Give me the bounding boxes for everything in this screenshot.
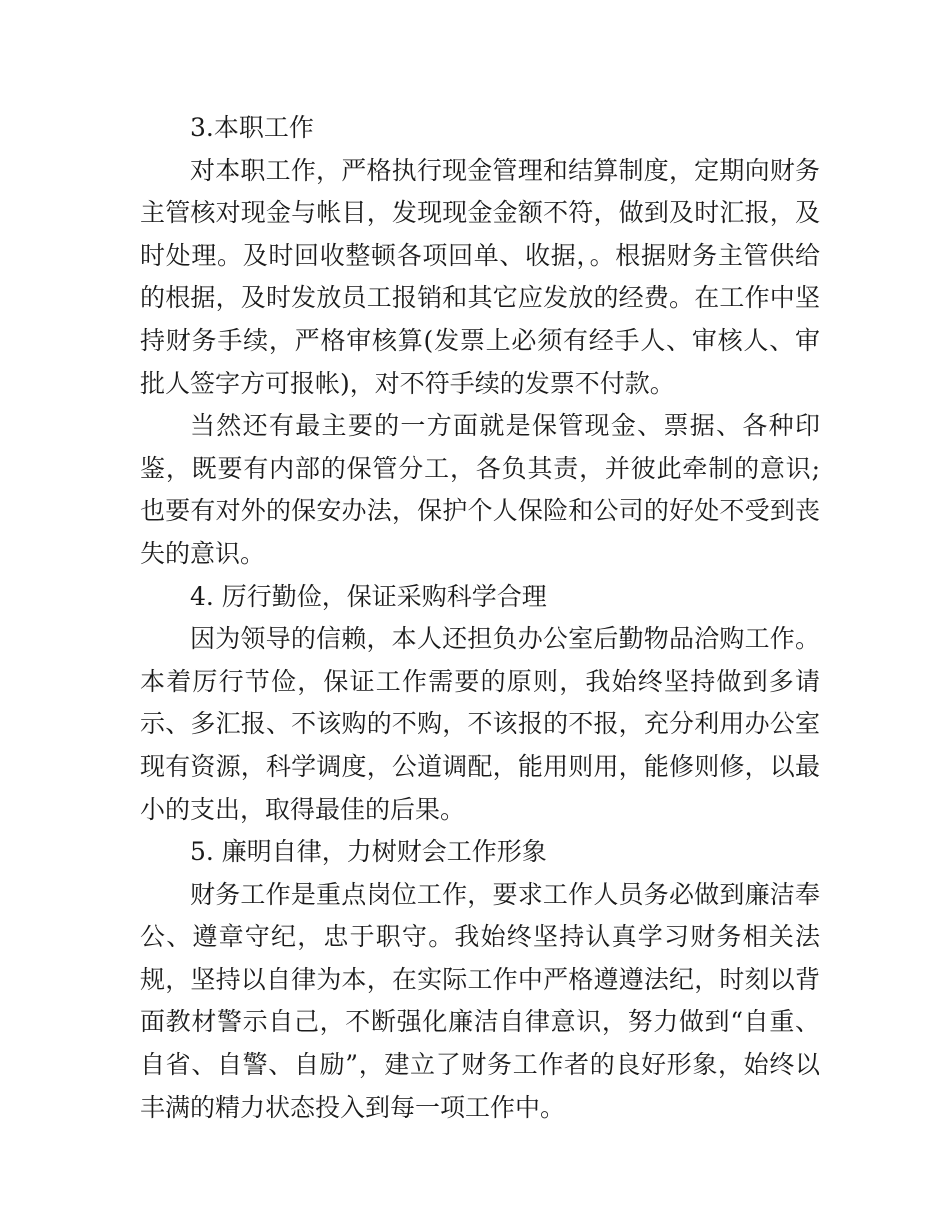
section-heading-3: 3.本职工作 [190,113,314,142]
paragraph-custody: 当然还有最主要的一方面就是保管现金、票据、各种印鉴，既要有内部的保管分工，各负其责，并彼此牵制的意识;也要有对外的保安办法，保护个人保险和公司的好处不受到丧失的意识。 [140,411,820,568]
paragraph-integrity: 财务工作是重点岗位工作，要求工作人员务必做到廉洁奉公、遵章守纪，忠于职守。我始终坚持认真学习财务相关法规，坚持以自律为本，在实际工作中严格遵遵法纪，时刻以背面教材警示自己，不断强化廉洁自律意识，努力做到“自重、自省、自警、自励”，建立了财务工作者的良好形象，始终以丰满的精力状态投入到每一项工作中。 [140,879,820,1122]
document-body [140,107,820,1129]
paragraph-procurement: 因为领导的信赖，本人还担负办公室后勤物品洽购工作。本着厉行节俭，保证工作需要的原则，我始终坚持做到多请示、多汇报、不该购的不购，不该报的不报，充分利用办公室现有资源，科学调度，公道调配，能用则用，能修则修，以最小的支出，取得最佳的后果。 [140,624,820,824]
paragraph-cash-management: 对本职工作，严格执行现金管理和结算制度，定期向财务主管核对现金与帐目，发现现金金额不符，做到及时汇报，及时处理。及时回收整顿各项回单、收据，。根据财务主管供给的根据，及时发放员工报销和其它应发放的经费。在工作中坚持财务手续，严格审核算(发票上必须有经手人、审核人、审批人签字方可报帐)，对不符手续的发票不付款。 [140,155,820,398]
section-heading-5: 5. 廉明自律，力树财会工作形象 [190,837,547,867]
section-heading-4: 4. 厉行勤俭，保证采购科学合理 [190,581,547,611]
